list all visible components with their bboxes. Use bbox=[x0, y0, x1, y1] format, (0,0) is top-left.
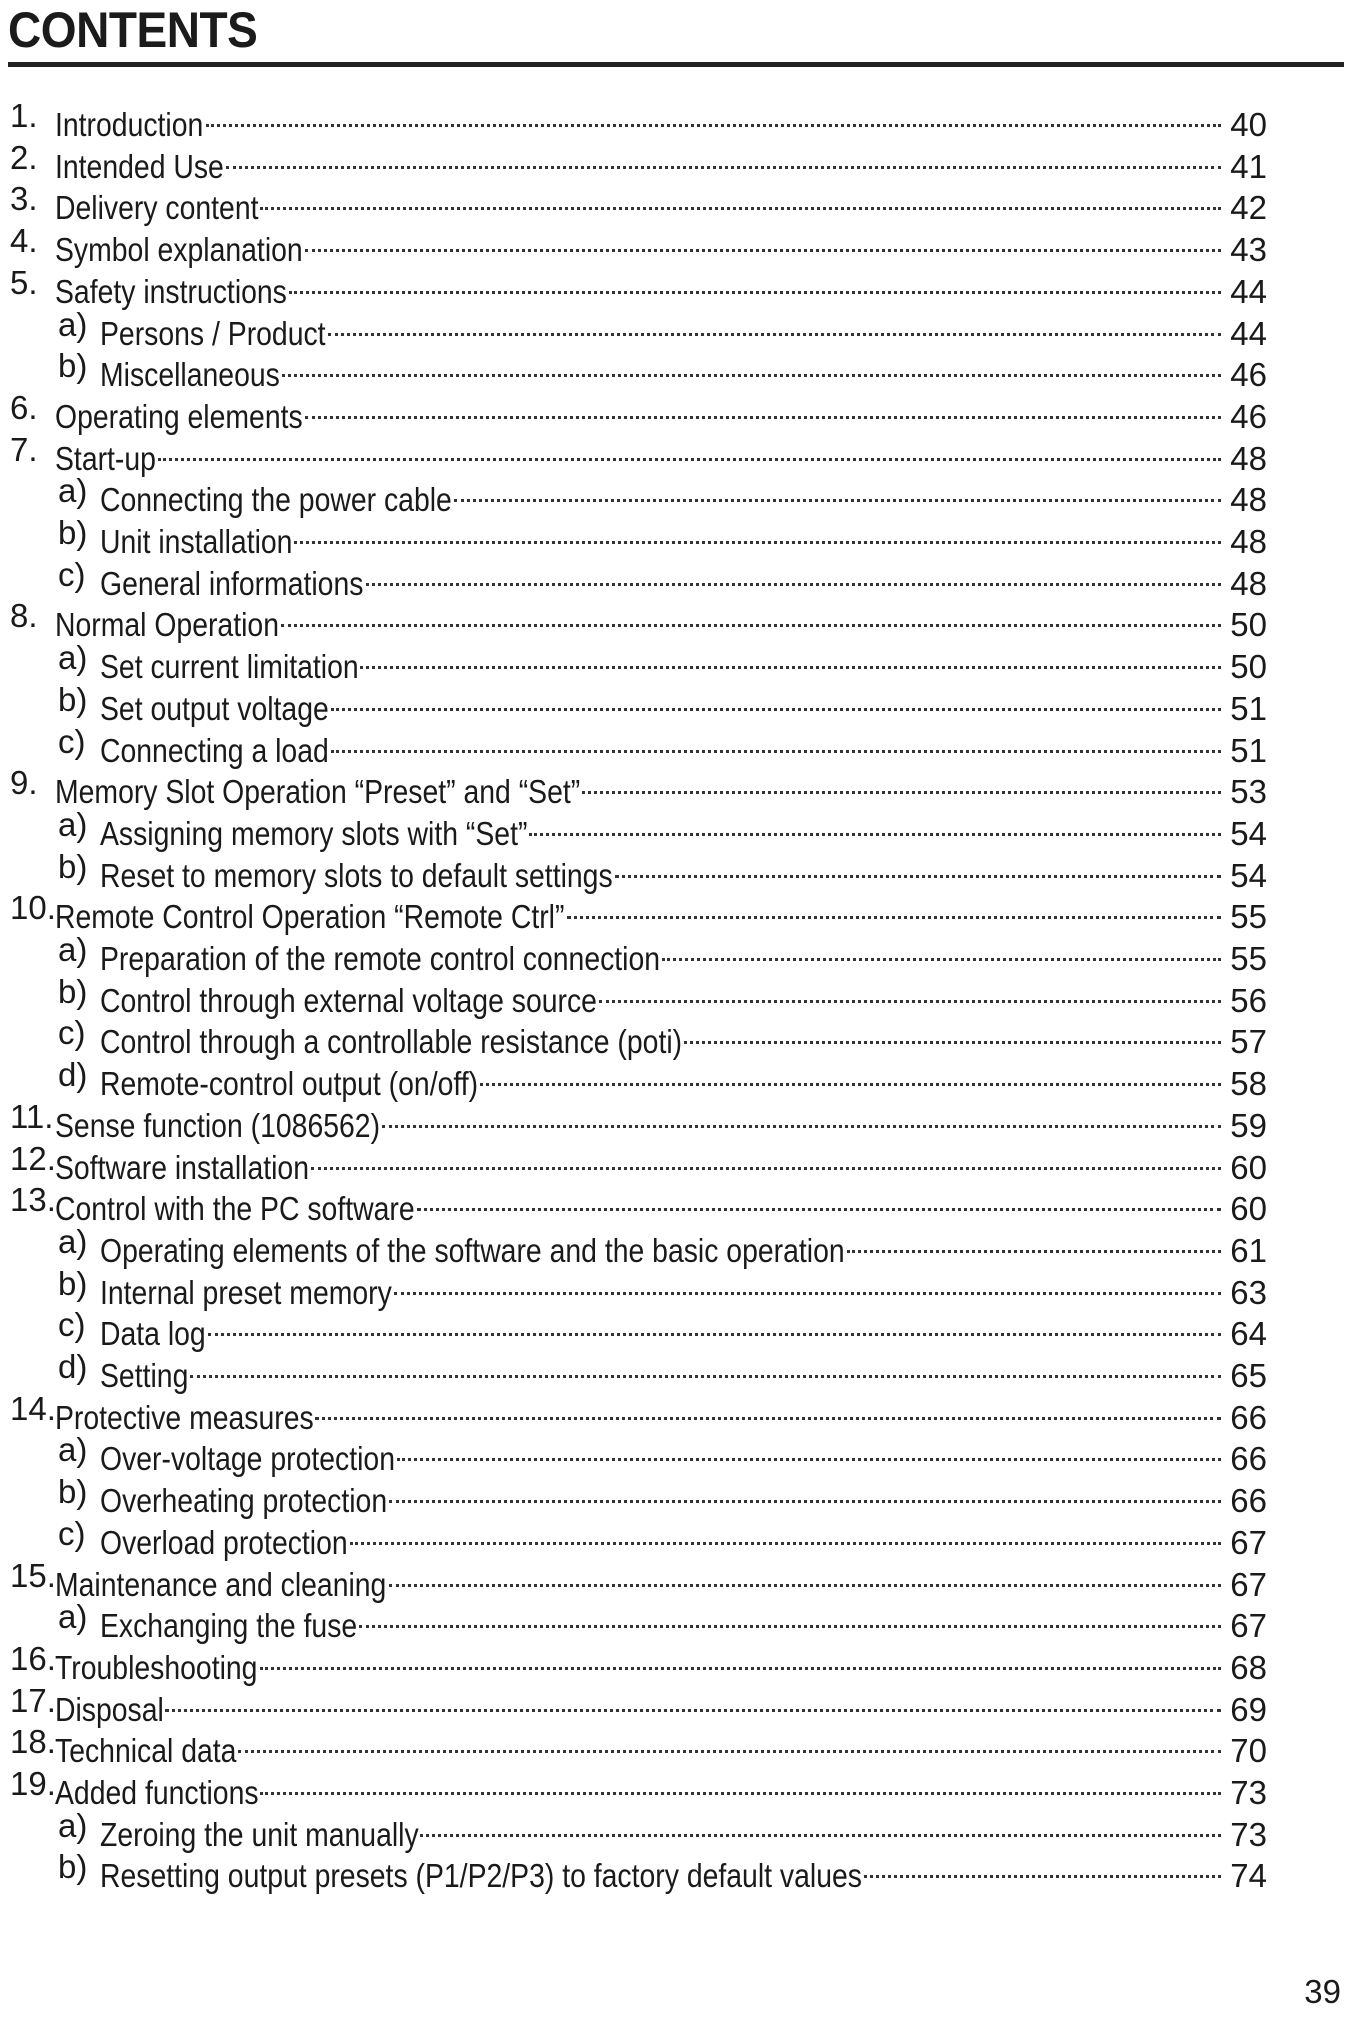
toc-entry-number: 8. bbox=[10, 597, 38, 634]
toc-entry[interactable] bbox=[0, 1389, 1351, 1436]
toc-entry-line bbox=[55, 96, 1267, 143]
toc-entry-page: 60 bbox=[1230, 1149, 1267, 1186]
dot-leader bbox=[360, 638, 1221, 678]
toc-entry-line bbox=[100, 1847, 1267, 1894]
toc-entry-line bbox=[100, 680, 1267, 727]
toc-entry-title: Start-up bbox=[55, 440, 156, 477]
dot-leader bbox=[331, 722, 1221, 762]
toc-entry-page: 46 bbox=[1230, 398, 1267, 435]
toc-entry-number: 1. bbox=[10, 97, 38, 134]
toc-entry[interactable] bbox=[0, 555, 1351, 602]
toc-subentry-letter: d) bbox=[58, 1056, 88, 1093]
toc-entry-title: Disposal bbox=[55, 1691, 164, 1728]
dot-leader bbox=[350, 1514, 1221, 1554]
dot-leader bbox=[582, 763, 1221, 803]
toc-entry-page: 50 bbox=[1230, 648, 1267, 685]
toc-entry-title: Remote Control Operation “Remote Ctrl” bbox=[55, 898, 565, 935]
toc-entry-title: Symbol explanation bbox=[55, 231, 303, 268]
toc-entry-number: 3. bbox=[10, 180, 38, 217]
toc-subentry-letter: a) bbox=[58, 931, 88, 968]
toc-entry-number: 10. bbox=[10, 889, 56, 926]
toc-entry-line bbox=[100, 1347, 1267, 1394]
toc-entry[interactable] bbox=[0, 388, 1351, 435]
toc-entry[interactable] bbox=[0, 305, 1351, 352]
toc-entry-line bbox=[100, 1597, 1267, 1644]
toc-entry-page: 58 bbox=[1230, 1065, 1267, 1102]
toc-entry[interactable] bbox=[0, 1139, 1351, 1186]
toc-entry-page: 55 bbox=[1230, 940, 1267, 977]
toc-entry-line bbox=[55, 596, 1267, 643]
toc-entry[interactable] bbox=[0, 346, 1351, 393]
dot-leader bbox=[311, 1139, 1221, 1179]
dot-leader bbox=[615, 847, 1221, 887]
toc-entry[interactable] bbox=[0, 1264, 1351, 1311]
toc-entry[interactable] bbox=[0, 1639, 1351, 1686]
toc-entry-number: 16. bbox=[10, 1640, 56, 1677]
toc-entry[interactable] bbox=[0, 1222, 1351, 1269]
toc-entry[interactable] bbox=[0, 1597, 1351, 1644]
toc-entry-title: Unit installation bbox=[100, 523, 293, 560]
toc-entry-title: Operating elements bbox=[55, 398, 303, 435]
toc-subentry-letter: c) bbox=[58, 556, 86, 593]
dot-leader bbox=[420, 1806, 1221, 1846]
toc-entry-line bbox=[100, 1055, 1267, 1102]
dot-leader bbox=[305, 388, 1221, 428]
toc-entry[interactable] bbox=[0, 805, 1351, 852]
toc-entry-title: Over-voltage protection bbox=[100, 1440, 395, 1477]
toc-entry-page: 40 bbox=[1230, 106, 1267, 143]
dot-leader bbox=[394, 1264, 1221, 1304]
toc-entry-title: Troubleshooting bbox=[55, 1649, 258, 1686]
toc-entry-title: Connecting a load bbox=[100, 732, 329, 769]
toc-subentry-letter: a) bbox=[58, 639, 88, 676]
toc-entry[interactable] bbox=[0, 263, 1351, 310]
dot-leader bbox=[480, 1055, 1221, 1095]
toc-entry-title: Reset to memory slots to default settings bbox=[100, 857, 613, 894]
toc-entry-title: Safety instructions bbox=[55, 273, 287, 310]
toc-entry[interactable] bbox=[0, 1764, 1351, 1811]
dot-leader bbox=[382, 1097, 1221, 1137]
toc-entry-line bbox=[100, 305, 1267, 352]
dot-leader bbox=[397, 1430, 1221, 1470]
toc-entry-page: 73 bbox=[1230, 1816, 1267, 1853]
toc-entry-title: Protective measures bbox=[55, 1399, 314, 1436]
toc-entry-title: Assigning memory slots with “Set” bbox=[100, 815, 528, 852]
toc-entry[interactable] bbox=[0, 1097, 1351, 1144]
dot-leader bbox=[599, 972, 1221, 1012]
toc-entry-page: 67 bbox=[1230, 1566, 1267, 1603]
toc-entry[interactable] bbox=[0, 763, 1351, 810]
toc-entry-line bbox=[55, 1556, 1267, 1603]
toc-entry-page: 68 bbox=[1230, 1649, 1267, 1686]
toc-entry[interactable] bbox=[0, 1722, 1351, 1769]
toc-entry-line bbox=[55, 138, 1267, 185]
toc-entry-page: 53 bbox=[1230, 773, 1267, 810]
toc-entry-page: 43 bbox=[1230, 231, 1267, 268]
toc-entry-page: 42 bbox=[1230, 189, 1267, 226]
toc-entry[interactable] bbox=[0, 722, 1351, 769]
dot-leader bbox=[165, 1681, 1221, 1721]
toc-subentry-letter: a) bbox=[58, 806, 88, 843]
toc-entry-number: 4. bbox=[10, 222, 38, 259]
dot-leader bbox=[662, 930, 1221, 970]
toc-entry[interactable] bbox=[0, 1806, 1351, 1853]
toc-entry-line bbox=[55, 1722, 1267, 1769]
toc-entry-line bbox=[55, 221, 1267, 268]
page-number: 39 bbox=[1304, 1973, 1341, 2010]
toc-entry-line bbox=[100, 1013, 1267, 1060]
toc-subentry-letter: a) bbox=[58, 306, 88, 343]
toc-entry[interactable] bbox=[0, 1055, 1351, 1102]
toc-entry-page: 67 bbox=[1230, 1524, 1267, 1561]
dot-leader bbox=[208, 1305, 1221, 1345]
toc-entry-line bbox=[55, 1139, 1267, 1186]
toc-entry-page: 48 bbox=[1230, 440, 1267, 477]
toc-entry[interactable] bbox=[0, 1305, 1351, 1352]
toc-entry-line bbox=[55, 1681, 1267, 1728]
toc-entry-title: Intended Use bbox=[55, 148, 224, 185]
toc-entry-title: Set current limitation bbox=[100, 648, 359, 685]
dot-leader bbox=[260, 179, 1221, 219]
toc-entry-number: 6. bbox=[10, 389, 38, 426]
dot-leader bbox=[315, 1389, 1221, 1429]
dot-leader bbox=[226, 138, 1221, 178]
dot-leader bbox=[331, 680, 1221, 720]
dot-leader bbox=[305, 221, 1221, 261]
toc-subentry-letter: c) bbox=[58, 1515, 86, 1552]
toc-entry-number: 19. bbox=[10, 1765, 56, 1802]
toc-entry-line bbox=[100, 1305, 1267, 1352]
toc-entry-line bbox=[55, 888, 1267, 935]
toc-entry-title: Software installation bbox=[55, 1149, 309, 1186]
toc-entry-line bbox=[100, 930, 1267, 977]
toc-entry[interactable] bbox=[0, 1347, 1351, 1394]
dot-leader bbox=[417, 1180, 1221, 1220]
toc-entry-line bbox=[100, 513, 1267, 560]
toc-entry[interactable] bbox=[0, 930, 1351, 977]
dot-leader bbox=[238, 1722, 1221, 1762]
dot-leader bbox=[847, 1222, 1221, 1262]
toc-entry[interactable] bbox=[0, 513, 1351, 560]
toc-entry-line bbox=[55, 430, 1267, 477]
toc-entry-title: Remote-control output (on/off) bbox=[100, 1065, 479, 1102]
toc-entry-line bbox=[100, 1264, 1267, 1311]
dot-leader bbox=[684, 1013, 1221, 1053]
toc-entry-page: 73 bbox=[1230, 1774, 1267, 1811]
dot-leader bbox=[864, 1847, 1221, 1887]
toc-entry-number: 14. bbox=[10, 1390, 56, 1427]
toc-entry-page: 44 bbox=[1230, 273, 1267, 310]
toc-entry-page: 56 bbox=[1230, 982, 1267, 1019]
heading-rule bbox=[8, 62, 1344, 67]
toc-entry-title: Internal preset memory bbox=[100, 1274, 392, 1311]
toc-entry-page: 48 bbox=[1230, 565, 1267, 602]
toc-entry-line bbox=[100, 1514, 1267, 1561]
toc-entry[interactable] bbox=[0, 847, 1351, 894]
toc-entry-page: 64 bbox=[1230, 1315, 1267, 1352]
page-heading: CONTENTS bbox=[8, 2, 258, 58]
dot-leader bbox=[158, 430, 1221, 470]
toc-entry[interactable] bbox=[0, 1847, 1351, 1894]
toc-entry-page: 51 bbox=[1230, 732, 1267, 769]
toc-entry-title: Technical data bbox=[55, 1732, 237, 1769]
toc-entry[interactable] bbox=[0, 1013, 1351, 1060]
toc-entry[interactable] bbox=[0, 1681, 1351, 1728]
toc-entry-page: 41 bbox=[1230, 148, 1267, 185]
toc-subentry-letter: a) bbox=[58, 472, 88, 509]
dot-leader bbox=[529, 805, 1221, 845]
dot-leader bbox=[567, 888, 1221, 928]
toc-entry-title: Memory Slot Operation “Preset” and “Set” bbox=[55, 773, 581, 810]
toc-entry-page: 54 bbox=[1230, 857, 1267, 894]
toc-entry-title: Overheating protection bbox=[100, 1482, 388, 1519]
toc-entry-page: 69 bbox=[1230, 1691, 1267, 1728]
toc-entry[interactable] bbox=[0, 972, 1351, 1019]
toc-entry[interactable] bbox=[0, 1514, 1351, 1561]
toc-entry-number: 2. bbox=[10, 139, 38, 176]
toc-entry[interactable] bbox=[0, 221, 1351, 268]
toc-entry[interactable] bbox=[0, 138, 1351, 185]
toc-entry-number: 5. bbox=[10, 264, 38, 301]
toc-entry-title: Added functions bbox=[55, 1774, 259, 1811]
toc-entry-line bbox=[55, 179, 1267, 226]
toc-entry-title: Maintenance and cleaning bbox=[55, 1566, 387, 1603]
toc-entry-number: 12. bbox=[10, 1140, 56, 1177]
dot-leader bbox=[289, 263, 1221, 303]
dot-leader bbox=[206, 96, 1221, 136]
toc-entry-page: 48 bbox=[1230, 481, 1267, 518]
toc-entry-title: Control with the PC software bbox=[55, 1190, 415, 1227]
toc-entry-title: Exchanging the fuse bbox=[100, 1607, 358, 1644]
toc-entry[interactable] bbox=[0, 471, 1351, 518]
toc-entry-line bbox=[100, 722, 1267, 769]
toc-entry-line bbox=[100, 847, 1267, 894]
toc-entry-line bbox=[100, 805, 1267, 852]
toc-entry-page: 66 bbox=[1230, 1440, 1267, 1477]
toc-subentry-letter: b) bbox=[58, 514, 88, 551]
toc-subentry-letter: d) bbox=[58, 1348, 88, 1385]
toc-entry-title: Sense function (1086562) bbox=[55, 1107, 381, 1144]
toc-entry[interactable] bbox=[0, 96, 1351, 143]
toc-entry-page: 63 bbox=[1230, 1274, 1267, 1311]
dot-leader bbox=[190, 1347, 1221, 1387]
toc-entry-page: 59 bbox=[1230, 1107, 1267, 1144]
toc-entry-number: 11. bbox=[10, 1098, 54, 1135]
toc-entry-title: Control through a controllable resistance (poti) bbox=[100, 1023, 683, 1060]
toc-entry-line bbox=[100, 1472, 1267, 1519]
toc-entry-page: 46 bbox=[1230, 356, 1267, 393]
dot-leader bbox=[328, 305, 1221, 345]
toc-entry-number: 9. bbox=[10, 764, 38, 801]
toc-entry-title: Normal Operation bbox=[55, 606, 279, 643]
toc-entry-page: 60 bbox=[1230, 1190, 1267, 1227]
toc-entry-title: Control through external voltage source bbox=[100, 982, 597, 1019]
toc-entry[interactable] bbox=[0, 1556, 1351, 1603]
dot-leader bbox=[366, 555, 1221, 595]
dot-leader bbox=[359, 1597, 1221, 1637]
toc-entry-title: Persons / Product bbox=[100, 315, 326, 352]
toc-entry-line bbox=[100, 471, 1267, 518]
dot-leader bbox=[389, 1556, 1221, 1596]
toc-entry-page: 61 bbox=[1230, 1232, 1267, 1269]
toc-subentry-letter: b) bbox=[58, 347, 88, 384]
toc-entry-page: 50 bbox=[1230, 606, 1267, 643]
toc-entry-title: Miscellaneous bbox=[100, 356, 280, 393]
toc-entry-title: Operating elements of the software and the basic operation bbox=[100, 1232, 845, 1269]
toc-entry[interactable] bbox=[0, 430, 1351, 477]
toc-entry-title: Preparation of the remote control connection bbox=[100, 940, 661, 977]
toc-subentry-letter: c) bbox=[58, 723, 86, 760]
toc-entry-line bbox=[55, 1764, 1267, 1811]
toc-entry[interactable] bbox=[0, 638, 1351, 685]
toc-entry-line bbox=[100, 972, 1267, 1019]
toc-entry-line bbox=[55, 1389, 1267, 1436]
toc-subentry-letter: a) bbox=[58, 1431, 88, 1468]
toc-entry-line bbox=[100, 1222, 1267, 1269]
toc-subentry-letter: b) bbox=[58, 1265, 88, 1302]
toc-entry-line bbox=[100, 555, 1267, 602]
toc-subentry-letter: b) bbox=[58, 681, 88, 718]
toc-entry-title: Data log bbox=[100, 1315, 206, 1352]
toc-subentry-letter: a) bbox=[58, 1223, 88, 1260]
toc-entry-line bbox=[100, 346, 1267, 393]
toc-entry-line bbox=[55, 763, 1267, 810]
toc-subentry-letter: a) bbox=[58, 1807, 88, 1844]
toc-subentry-letter: a) bbox=[58, 1598, 88, 1635]
toc-entry-number: 18. bbox=[10, 1723, 56, 1760]
dot-leader bbox=[294, 513, 1221, 553]
toc-entry[interactable] bbox=[0, 1430, 1351, 1477]
toc-entry-number: 13. bbox=[10, 1181, 56, 1218]
toc-entry-title: Setting bbox=[100, 1357, 189, 1394]
toc-entry-page: 65 bbox=[1230, 1357, 1267, 1394]
toc-entry-page: 57 bbox=[1230, 1023, 1267, 1060]
toc-entry[interactable] bbox=[0, 888, 1351, 935]
toc-entry-line bbox=[100, 638, 1267, 685]
toc-entry-title: Delivery content bbox=[55, 189, 259, 226]
toc-entry[interactable] bbox=[0, 1180, 1351, 1227]
toc-subentry-letter: b) bbox=[58, 1473, 88, 1510]
toc-entry-title: General informations bbox=[100, 565, 364, 602]
toc-subentry-letter: b) bbox=[58, 1848, 88, 1885]
toc-entry-page: 67 bbox=[1230, 1607, 1267, 1644]
toc-entry-number: 7. bbox=[10, 431, 38, 468]
toc-entry-number: 17. bbox=[10, 1682, 56, 1719]
toc-entry-line bbox=[100, 1430, 1267, 1477]
toc-entry-title: Connecting the power cable bbox=[100, 481, 452, 518]
toc-entry-title: Overload protection bbox=[100, 1524, 348, 1561]
toc-entry-page: 48 bbox=[1230, 523, 1267, 560]
toc-entry-page: 70 bbox=[1230, 1732, 1267, 1769]
dot-leader bbox=[282, 346, 1221, 386]
dot-leader bbox=[389, 1472, 1221, 1512]
toc-entry-title: Resetting output presets (P1/P2/P3) to factory default values bbox=[100, 1857, 862, 1894]
toc-entry-page: 54 bbox=[1230, 815, 1267, 852]
toc-entry-title: Set output voltage bbox=[100, 690, 329, 727]
toc-entry-page: 55 bbox=[1230, 898, 1267, 935]
toc-entry-page: 51 bbox=[1230, 690, 1267, 727]
toc-entry-page: 66 bbox=[1230, 1399, 1267, 1436]
toc-entry[interactable] bbox=[0, 179, 1351, 226]
toc-entry-line bbox=[55, 263, 1267, 310]
toc-entry-line bbox=[100, 1806, 1267, 1853]
toc-entry-line bbox=[55, 1180, 1267, 1227]
toc-entry-title: Zeroing the unit manually bbox=[100, 1816, 419, 1853]
toc-entry-page: 74 bbox=[1230, 1857, 1267, 1894]
toc-entry-line bbox=[55, 388, 1267, 435]
toc-entry-line bbox=[55, 1097, 1267, 1144]
toc-entry-title: Introduction bbox=[55, 106, 204, 143]
toc-subentry-letter: c) bbox=[58, 1014, 86, 1051]
toc-subentry-letter: c) bbox=[58, 1306, 86, 1343]
dot-leader bbox=[454, 471, 1221, 511]
toc-entry-line bbox=[55, 1639, 1267, 1686]
toc-entry-page: 44 bbox=[1230, 315, 1267, 352]
toc-entry-page: 66 bbox=[1230, 1482, 1267, 1519]
toc-subentry-letter: b) bbox=[58, 848, 88, 885]
dot-leader bbox=[260, 1764, 1221, 1804]
toc-entry[interactable] bbox=[0, 1472, 1351, 1519]
toc-subentry-letter: b) bbox=[58, 973, 88, 1010]
toc-entry-number: 15. bbox=[10, 1557, 56, 1594]
dot-leader bbox=[260, 1639, 1221, 1679]
toc-entry[interactable] bbox=[0, 680, 1351, 727]
dot-leader bbox=[281, 596, 1221, 636]
toc-entry[interactable] bbox=[0, 596, 1351, 643]
